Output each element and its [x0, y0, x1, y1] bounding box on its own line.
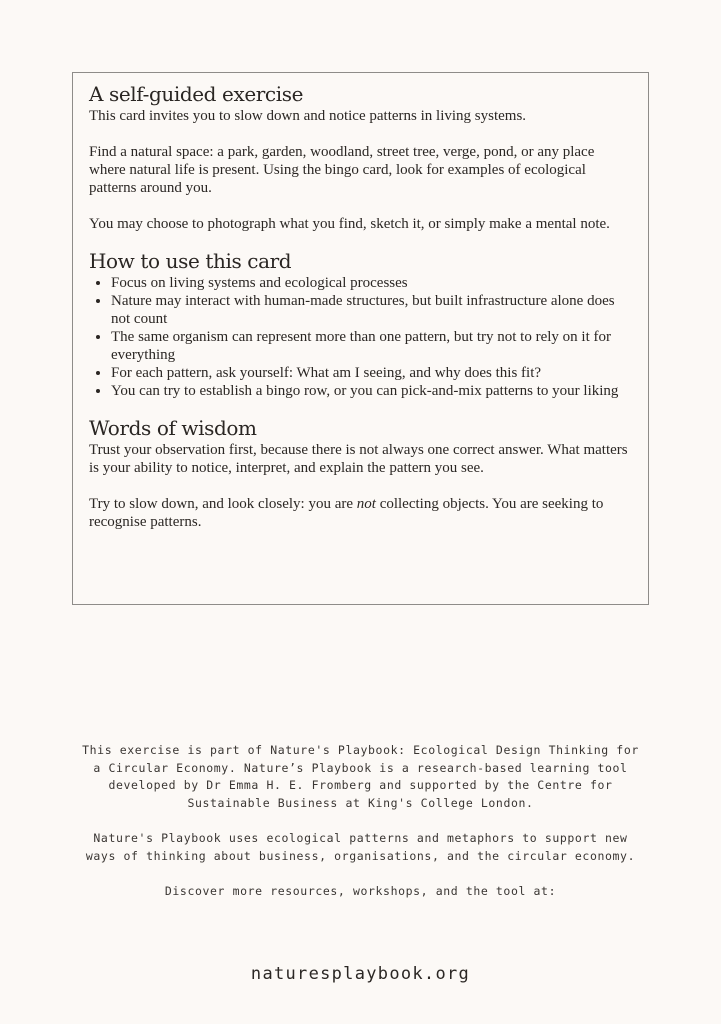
exercise-record-paragraph: You may choose to photograph what you find, sketch it, or simply make a mental note.	[89, 216, 610, 232]
section-heading-words-of-wisdom: Words of wisdom	[89, 416, 257, 440]
wisdom-emphasis: not	[356, 496, 376, 512]
wisdom-text-end: collecting objects. You are seeking to recognise patterns.	[89, 496, 604, 530]
list-item: • For each pattern, ask yourself: What am I seeing, and why does this fit?	[111, 364, 632, 382]
section-heading-exercise: A self-guided exercise	[89, 82, 304, 106]
wisdom-paragraph-trust: Trust your observation first, because there is not always one correct answer. What matters is your ability to notice, interpret, and explain the pattern you see.	[89, 442, 628, 476]
wisdom-text-start: Try to slow down, and look closely: you are	[89, 496, 357, 512]
exercise-intro-paragraph: This card invites you to slow down and notice patterns in living systems.	[89, 108, 527, 124]
wisdom-paragraph-slow-down	[89, 495, 632, 531]
footer-paragraph-purpose: Nature's Playbook uses ecological patterns and metaphors to support new ways of thinking about business, organisations, and the circular economy.	[85, 831, 636, 863]
exercise-find-space-paragraph: Find a natural space: a park, garden, woodland, street tree, verge, pond, or any place where natural life is present. Using the bingo card, look for examples of ecological patterns around you.	[89, 144, 595, 196]
list-item: • The same organism can represent more than one pattern, but try not to rely on it for everything	[111, 328, 632, 364]
exercise-card	[72, 72, 649, 605]
list-item: • Focus on living systems and ecological processes	[111, 274, 632, 292]
list-item: • You can try to establish a bingo row, or you can pick-and-mix patterns to your liking	[111, 382, 632, 400]
footer-notes	[0, 742, 721, 901]
list-item: • Nature may interact with human-made structures, but built infrastructure alone does not count	[111, 292, 632, 328]
how-to-use-list	[89, 274, 632, 400]
website-link[interactable]: naturesplaybook.org	[250, 964, 471, 984]
section-heading-how-to-use: How to use this card	[89, 249, 292, 273]
footer-paragraph-about: This exercise is part of Nature's Playbook: Ecological Design Thinking for a Circular Economy. Nature’s Playbook is a research-based learning tool developed by Dr Emma H. E. Fromberg and supported by the Centre for Sustainable Business at King's College London.	[82, 743, 639, 810]
footer-paragraph-discover: Discover more resources, workshops, and the tool at:	[164, 884, 557, 898]
